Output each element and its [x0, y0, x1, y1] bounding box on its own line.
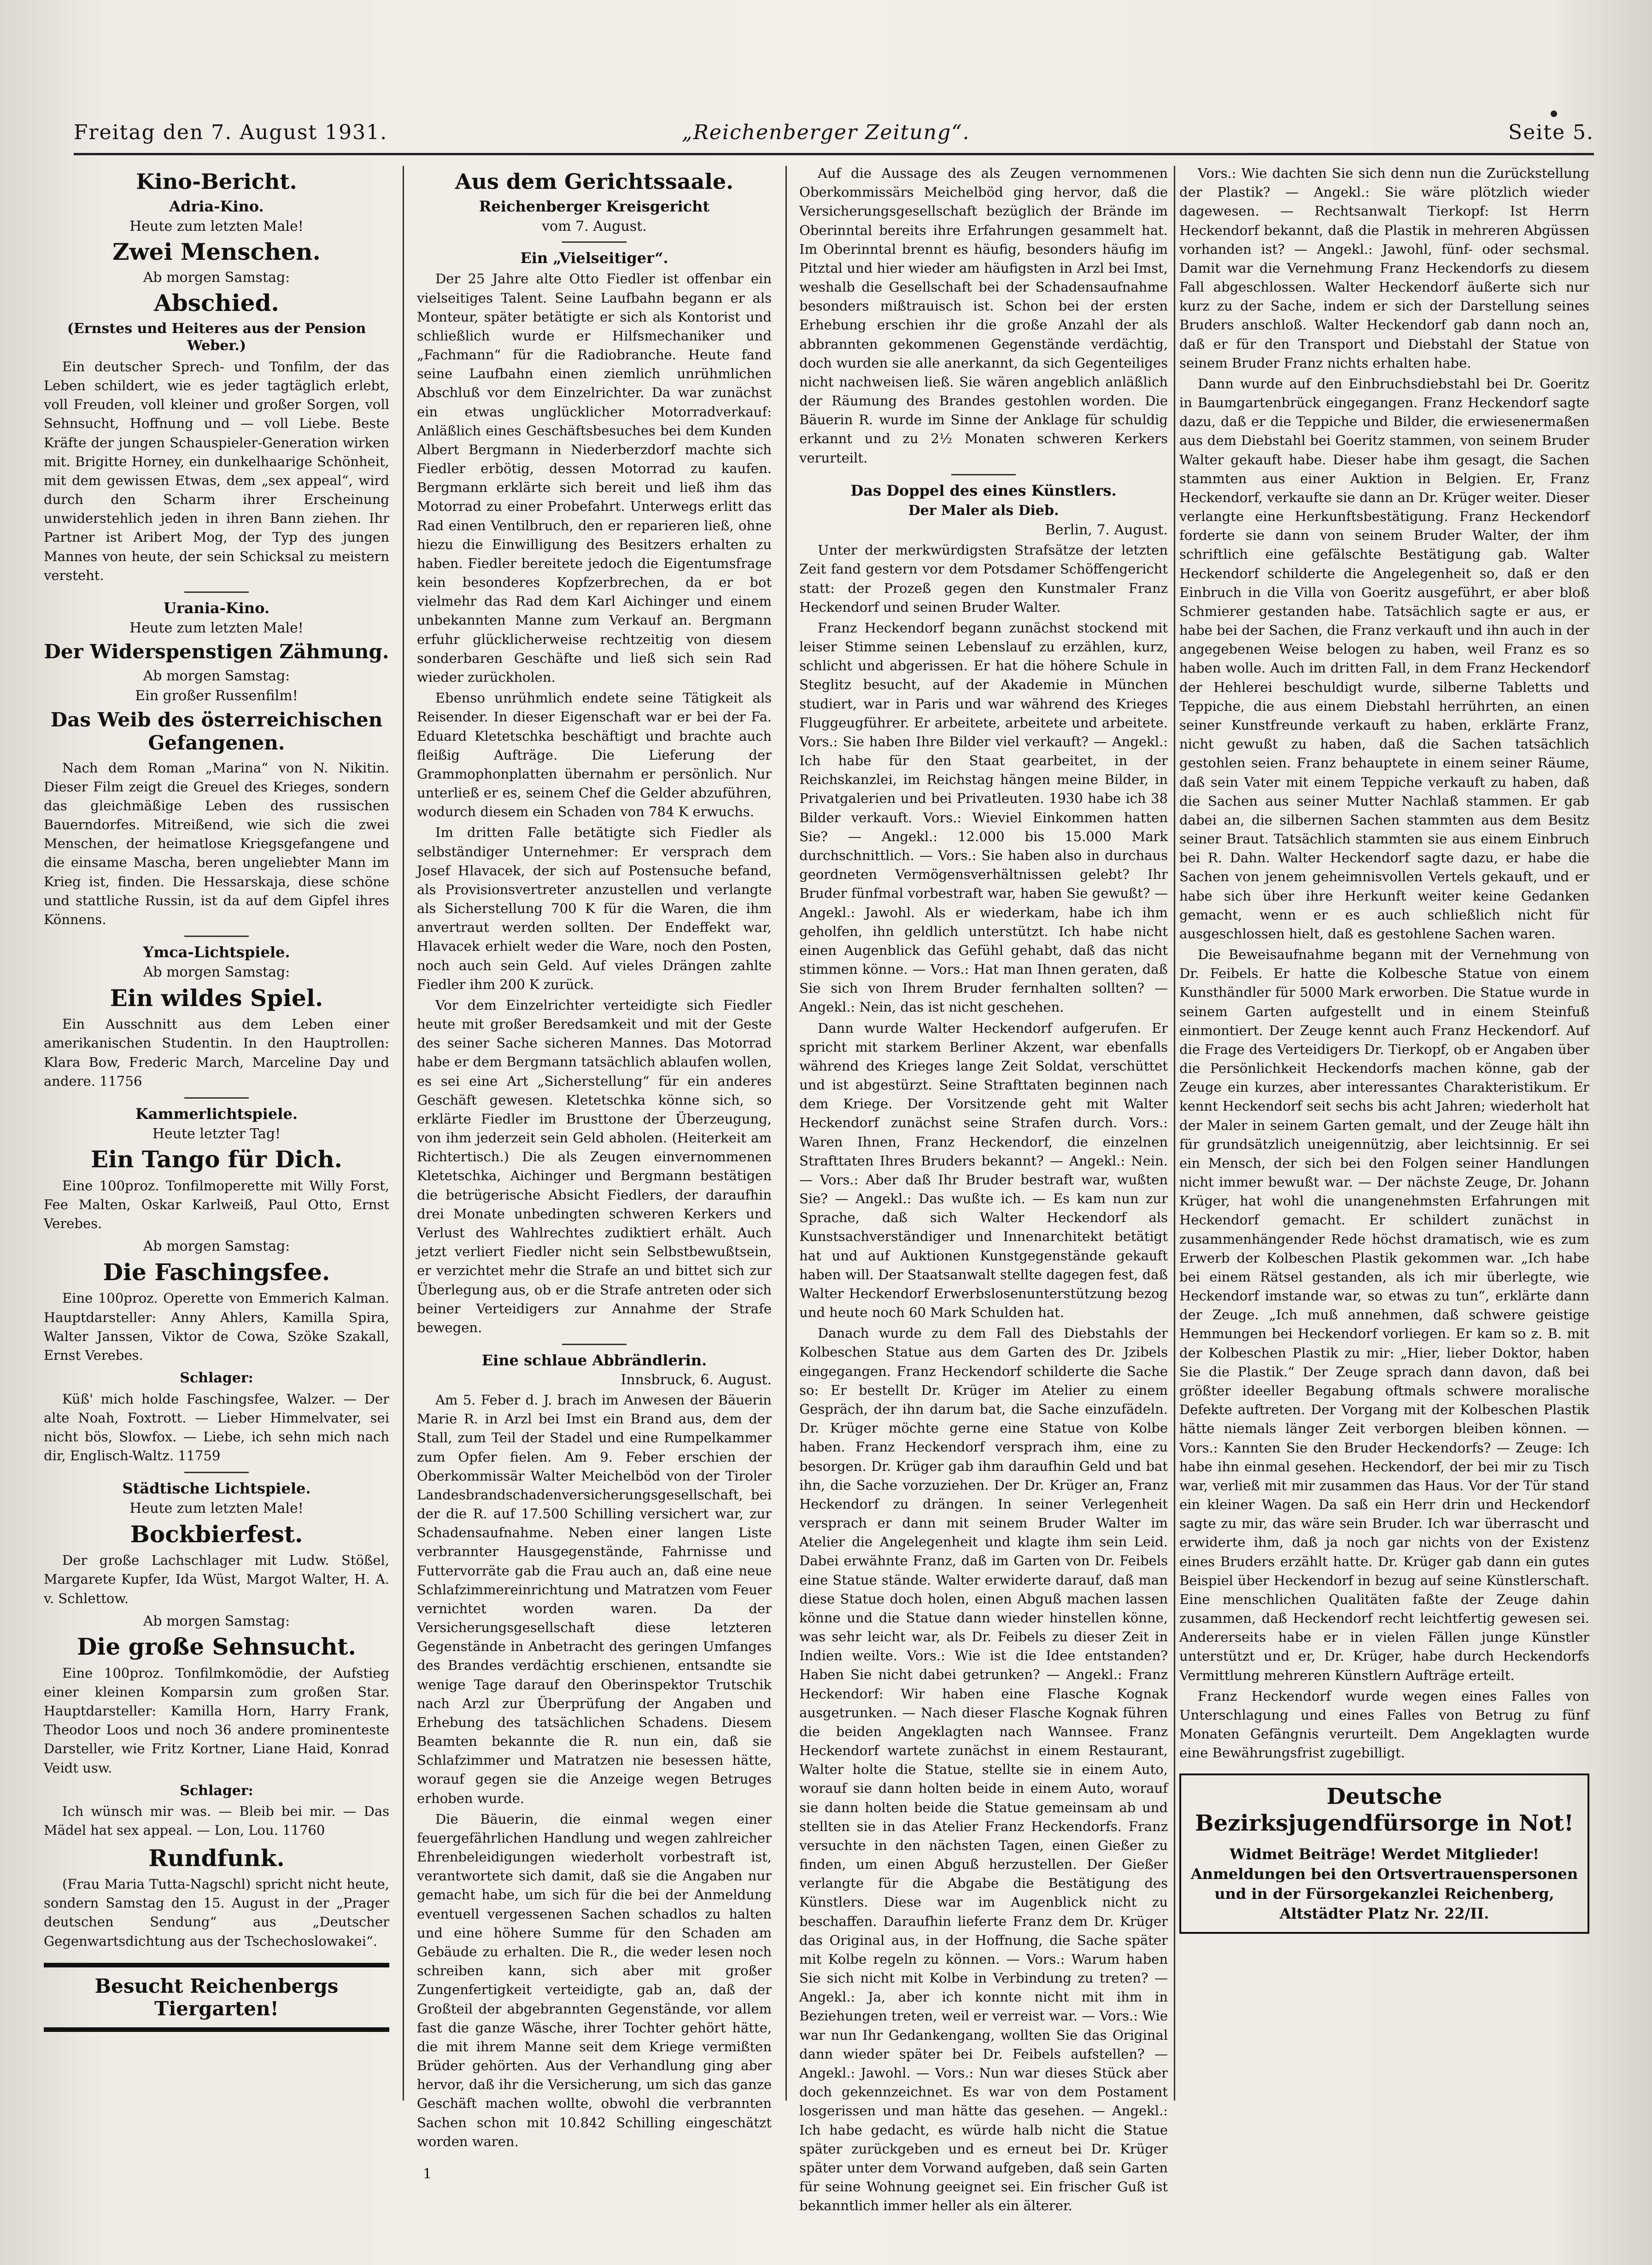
article-body	[1179, 164, 1589, 1762]
paragraph: Dann wurde Walter Heckendorf aufgerufen. Er spricht mit starkem Berliner Akzent, war ebenfalls während des Krieges lange Zeit Soldat, verschüttet und ist abgestürzt. Seine Strafttaten beginnen nach dem Kriege. Der Vorsitzende geht mit Walter Heckendorf zunächst seine Strafen durch. Vors.: Waren Ihnen, Franz Heckendorf, die einzelnen Strafttaten Ihres Bruders bekannt? — Angekl.: Nein. — Vors.: Aber daß Ihr Bruder bestraft war, wußten Sie? — Angekl.: Das wußte ich. — Es kam nun zur Sprache, daß sich Walter Heckendorf als Kunstsachverständiger und Innenarchitekt betätigt hat und auf Auktionen Kunstgegenstände gekauft haben will. Der Staatsanwalt stellte dagegen fest, daß Walter Heckendorf Erwerbslosenunterstützung bezog und heute noch 60 Mark Schulden hat.	[799, 1020, 1168, 1321]
film-title: Ein Tango für Dich.	[91, 1146, 342, 1173]
paragraph: Auf die Aussage des als Zeugen vernommenen Oberkommissärs Meichelböd ging hervor, daß die Versicherungsgesellschaft bezüglich der Brände im Oberinntal bereits ihre Erfahrungen gesammelt hat. Im Oberinntal brennt es häufig, besonders häufig im Pitztal und hier wieder am häufigsten in Arzl bei Imst, weshalb die Gesellschaft bei der Schadensaufnahme besonders mißtrauisch ist. Schon bei der ersten Erhebung erschien ihr die große Anzahl der als abbrannten gekommenen Gegenstände verdächtig, doch wurden sie alle anerkannt, da sich Gegenteiliges nicht nachweisen ließ. Sie wären angeblich anläßlich der Räumung des Brandes gestohlen worden. Die Bäuerin R. wurde im Sinne der Anklage für schuldig erkannt und zu 2½ Monaten schweren Kerkers verurteilt.	[799, 165, 1168, 466]
article-dateline: Innsbruck, 6. August.	[621, 1372, 772, 1388]
court-date: vom 7. August.	[542, 218, 647, 234]
ad-number: 11759	[178, 1448, 221, 1464]
film-songs	[44, 1390, 389, 1466]
article-title: Ein „Vielseitiger“.	[520, 249, 668, 267]
film-description	[44, 357, 389, 585]
paragraph: Die Bäuerin, die einmal wegen einer feuergefährlichen Handlung und wegen zahlreicher Ehrenbeleidigungen wiederholt vorbestraft ist, verantwortete sich damit, daß sie die Angaben nur gemacht habe, um sich für die bei der Anmeldung eventuell vergessenen Sachen schadlos zu halten und eine höhere Summe für den Schaden am Gebäude zu erhalten. Die R., die weder lesen noch schreiben kann, sich aber mit großer Zungenfertigkeit verteidigte, gab an, daß der Großteil der abgebrannten Gegenstände, vor allem fast die ganze Wäsche, ihrer Tochter gehört hätte, die mit ihrem Manne seit dem Kriege vermißten Brüder gehörten. Aus der Verhandlung ging aber hervor, daß ihr die Versicherung, um sich das ganze Geschäft machen wollte, obwohl die verbrannten Sachen schon mit 10.842 Schilling eingeschätzt worden waren.	[417, 1811, 772, 2149]
page-header	[74, 121, 1594, 155]
notice-text: Widmet Beiträge! Werdet Mitglieder! Anmeldungen bei den Ortsvertrauenspersonen und in der Fürsorgekanzlei Reichenberg, Altstädter Platz Nr. 22/II.	[1190, 1845, 1578, 1923]
film-title: Zwei Menschen.	[112, 238, 321, 266]
paragraph: Am 5. Feber d. J. brach im Anwesen der Bäuerin Marie R. in Arzl bei Imst ein Brand aus, dem der Stall, zum Teil der Stadel und eine Rumpelkammer zum Opfer fielen. Am 9. Feber erschien der Oberkommissär Walter Meichelböd von der Tiroler Landesbrandschadenversicherungsgesellschaft, bei der die R. auf 17.500 Schilling versichert war, zur Schadensaufnahme. Neben einer langen Liste verbrannter Hausgegenstände, Fahrnisse und Futtervorräte gab die Frau auch an, daß eine neue Schlafzimmereinrichtung und Matratzen vom Feuer vernichtet worden waren. Da der Versicherungsgesellschaft diese letzteren Gegenstände in Anbetracht des geringen Umfanges des Brandes verdächtig erschienen, entsandte sie wenige Tage darauf den Oberinspektor Trutschik nach Arzl zur Überprüfung der Angaben und Erhebung des tatsächlichen Schadens. Diesem Beamten bekannte die R. nun ein, daß sie Schlafzimmer und Matratzen nie besessen hätte, worauf gegen sie die Anzeige wegen Betruges erhoben wurde.	[417, 1392, 772, 1806]
paragraph: Die Beweisaufnahme begann mit der Vernehmung von Dr. Feibels. Er hatte die Kolbesche Statue von einem Kunsthändler für 5000 Mark erworben. Die Statue wurde in seinem Garten aufgestellt und in einem Steinfuß einmontiert. Der Zeuge kennt auch Franz Heckendorf. Auf die Frage des Verteidigers Dr. Tierkopf, ob er Angaben über die Persönlichkeit Heckendorfs machen könne, gab der Zeuge ein kurzes, aber interessantes Charakteristikum. Er kennt Heckendorf seit sechs bis acht Jahren; wiederholt hat der Maler in seinem Garten gemalt, und der Zeuge hält ihn für grundsätzlich uneigennützig, aber leichtsinnig. Er sei ein Mensch, der sich bei den Folgen seiner Handlungen nicht immer bewußt war. — Der nächste Zeuge, Dr. Johann Krüger, hat wohl die unangenehmsten Erfahrungen mit Heckendorf gemacht. Er schildert zunächst in zusammenhängender Rede höchst dramatisch, wie es zum Erwerb der Kolbeschen Plastik gekommen war. „Ich habe bei einem Rätsel gestanden, als ich mir überlegte, wie Heckendorf imstande war, so etwas zu tun“, erklärte dann der Zeuge. „Ich muß annehmen, daß schwere geistige Hemmungen bei Heckendorf vorliegen. Er kam so z. B. mit der Kolbeschen Plastik zu mir: „Hier, lieber Doktor, haben Sie die Plastik.“ Der Zeuge sprach dann davon, daß bei größter ideeller Begabung oftmals schwere moralische Defekte auftreten. Der Vorgang mit der Kolbeschen Plastik hätte niemals länger Zeit verborgen bleiben können. — Vors.: Kannten Sie den Bruder Heckendorfs? — Zeuge: Ich habe ihn einmal gesehen. Heckendorf, der bei mir zu Tisch war, verließ mit mir zusammen das Haus. Vor der Tür stand ein kleiner Wagen. Da saß ein Herr drin und Heckendorf sagte zu mir, das wäre sein Bruder. Ich war überrascht und erwiderte ihm, daß ja noch gar nichts von der Existenz eines Bruders erzählt hatte. Dr. Krüger gab dann ein gutes Beispiel über Heckendorf in bezug auf seine Künstlerschaft. Eine menschlichen Qualitäten faßte der Zeuge dahin zusammen, daß Heckendorf recht leichtfertig gewesen sei. Andererseits habe er in vielen Fällen junge Künstler unterstützt und er, Dr. Krüger, habe durch Heckendorfs Vermittlung mehreren Künstlern Aufträge erteilt.	[1179, 947, 1589, 1683]
film-title: Die Faschingsfee.	[103, 1258, 330, 1286]
paragraph	[44, 1390, 389, 1466]
paragraph: Ebenso unrühmlich endete seine Tätigkeit als Reisender. In dieser Eigenschaft war er bei der Fa. Eduard Kletetschka beschäftigt und brachte auch fleißig Aufträge. Die Lieferung der Grammophonplatten übernahm er persönlich. Nur unterließ er es, seinem Chef die Gelder abzuführen, wodurch diesem ein Schaden von 784 K erwuchs.	[417, 690, 772, 820]
film-title: Die große Sehnsucht.	[77, 1633, 356, 1661]
rundfunk-text	[44, 1875, 389, 1951]
article-title: Eine schlaue Abbrändlerin.	[481, 1352, 707, 1370]
text: Küß' mich holde Faschingsfee, Walzer. — Der alte Noah, Foxtrott. — Lieber Himmelvater, sei nicht bös, Slowfox. — Liebe, ich sehn mich nach dir, Englisch-Waltz.	[44, 1391, 389, 1464]
column-court	[417, 161, 772, 2149]
film-title: Abschied.	[154, 289, 279, 317]
film-songs	[44, 1802, 389, 1840]
paragraph: Ein deutscher Sprech- und Tonfilm, der das Leben schildert, wie es jeder tagtäglich erlebt, voll Freuden, voll kleiner und großer Sorgen, voll Sehnsucht, Hoffnung und — voll Liebe. Beste Kräfte der jungen Schauspieler-Generation wirken mit. Brigitte Horney, ein dunkelhaarige Schönheit, mit dem gewissen Etwas, dem „sex appeal“, wird durch den Scharm ihrer Erscheinung unwiderstehlich jeden in ihren Bann ziehen. Ihr Partner ist Aribert Mog, der Typ des jungen Mannes von heute, der sein Schicksal zu meistern versteht.	[44, 358, 389, 583]
film-title: Das Weib des österreichischen Gefangenen.	[50, 708, 383, 755]
cinema-from: Ab morgen Samstag:	[143, 1613, 290, 1629]
film-description	[44, 759, 389, 930]
text: Ich wünsch mir was. — Bleib bei mir. — Das Mädel hat sex appeal. — Lon, Lou.	[44, 1803, 389, 1838]
paragraph: Nach dem Roman „Marina“ von N. Nikitin. Dieser Film zeigt die Greuel des Krieges, sondern das gleichmäßige Leben des russischen Bauerndorfes. Mitreißend, wie sich die zwei Menschen, der heimatlose Kriegsgefangene und die einsame Mascha, beren ungeliebter Mann im Krieg ist, finden. Die Hessarskaja, diese schöne und stattliche Russin, ist da auf dem Gipfel ihres Könnens.	[44, 760, 389, 927]
paragraph: Vors.: Wie dachten Sie sich denn nun die Zurückstellung der Plastik? — Angekl.: Sie wäre plötzlich wieder dagewesen. — Rechtsanwalt Tierkopf: Ist Herrn Heckendorf bekannt, daß die Plastik in mehreren Abgüssen vorhanden ist? — Angekl.: Jawohl, fünf- oder sechsmal. Damit war die Vernehmung Franz Heckendorfs zu diesem Fall abgeschlossen. Walter Heckendorf äußerte sich nur kurz zu der Sache, indem er sich der Darstellung seines Bruders anschloß. Walter Heckendorf gab dann noch an, daß er für den Transport und Diebstahl der Statue von seinem Bruder Franz nichts erhalten habe.	[1179, 165, 1589, 371]
paragraph: Franz Heckendorf wurde wegen eines Falles von Unterschlagung und eines Falles von Betrug zu fünf Monaten Gefängnis verurteilt. Dem Angeklagten wurde eine Bewährungsfrist zugebilligt.	[1179, 1688, 1589, 1761]
film-title: Der Widerspenstigen Zähmung.	[44, 640, 389, 663]
paragraph: (Frau Maria Tutta-Nagschl) spricht nicht heute, sondern Samstag den 15. August in der „Prager deutschen Sendung“ aus „Deutscher Gegenwartsdichtung aus der Tschechoslowakei“.	[44, 1876, 389, 1949]
cinema-from: Ab morgen Samstag:	[143, 269, 290, 286]
footer-mark: 1	[423, 2166, 432, 2182]
divider	[184, 1472, 249, 1473]
section-heading-court: Aus dem Gerichtssaale.	[455, 169, 734, 194]
divider	[184, 1097, 249, 1099]
divider	[562, 241, 627, 243]
section-heading-rundfunk: Rundfunk.	[148, 1844, 285, 1872]
paragraph: Eine 100proz. Tonfilmoperette mit Willy Forst, Fee Malten, Oskar Karlweiß, Paul Otto, Ernst Verebes.	[44, 1177, 389, 1232]
cinema-today: Heute zum letzten Male!	[129, 218, 304, 234]
paragraph: Danach wurde zu dem Fall des Diebstahls der Kolbeschen Statue aus dem Garten des Dr. Jzibels eingegangen. Franz Heckendorf schilderte die Sache so: Er bestellt Dr. Krüger im Atelier zu einem Gespräch, der ihn darum bat, die Sache einzufädeln. Dr. Krüger möchte gerne eine Statue von Kolbe haben. Franz Heckendorf versprach ihm, eine zu besorgen. Dr. Krüger gab ihm daraufhin Geld und bat ihn, die Sache vorzuziehen. Der Dr. Krüger an, Franz Heckendorf zu drängen. In seiner Verlegenheit versprach er dann mit seinem Bruder Walter im Atelier die Angelegenheit und klagte ihm sein Leid. Dabei erwähnte Franz, daß im Garten von Dr. Feibels eine Statue stände. Walter erwiderte darauf, daß man diese Statue doch holen, einen Abguß machen lassen könne und die Statue dann wieder hinstellen könne, was sehr leicht war, als Dr. Feibels zu dieser Zeit in Indien weilte. Vors.: Wie ist die Idee entstanden? Haben Sie nicht dabei getrunken? — Angekl.: Franz Heckendorf: Wir haben eine Flasche Kognak ausgetrunken. — Nach dieser Flasche Kognak führen die beiden Angeklagten nach Wannsee. Franz Heckendorf wartete zunächst in einem Restaurant, Walter holte die Statue, stellte sie in einem Auto, worauf sie dann holten beide in einem Auto, worauf sie dann holten beide die Statue gemeinsam ab und stellten sie in das Atelier Franz Heckendorfs. Franz versuchte in den nächsten Tagen, einen Gießer zu finden, um einen Abguß herzustellen. Der Gießer verlangte für die Abgabe die Bestätigung des Künstlers. Diese war im Augenblick nicht zu beschaffen. Daraufhin lieferte Franz dem Dr. Krüger das Original aus, in der Hoffnung, die Sache später mit Kolbe regeln zu können. — Vors.: Warum haben Sie sich nicht mit Kolbe in Verbindung zu treten? — Angekl.: Ja, aber ich konnte nicht mit ihm in Beziehungen treten, weil er verreist war. — Vors.: Wie war nun Ihr Gedankengang, wollten Sie das Original dann wieder später bei Dr. Feibels aufstellen? — Angekl.: Jawohl. — Vors.: Nun war dieses Stück aber doch gekennzeichnet. Es war von dem Postament losgerissen und man hätte das gesehen. — Angekl.: Ich habe gedacht, es würde halb nicht die Statue später zurückgeben und es erneut bei Dr. Krüger später unter dem Vorwand aufgeben, daß sein Garten für seine Wohnung geeignet sei. Ein frischer Guß ist bekanntlich immer heller als ein älterer.	[799, 1325, 1168, 2214]
ad-number: 11756	[100, 1073, 142, 1089]
header-newspaper-title: „Reichenberger Zeitung“.	[682, 121, 970, 144]
cinema-from: Ab morgen Samstag:	[143, 964, 290, 981]
paragraph: Eine 100proz. Tonfilmkomödie, der Aufstieg einer kleinen Komparsin zum großen Star. Hauptdarsteller: Kamilla Horn, Harry Frank, Theodor Loos und noch 36 andere prominenteste Darsteller, wie Fritz Kortner, Liane Haid, Konrad Veidt usw.	[44, 1665, 389, 1776]
article-body	[417, 1391, 772, 2151]
film-description	[44, 1664, 389, 1778]
film-title: Bockbierfest.	[130, 1520, 303, 1548]
cinema-name-staedt: Städtische Lichtspiele.	[122, 1480, 311, 1498]
notice-title: Deutsche Bezirksjugendfürsorge in Not!	[1195, 1784, 1574, 1837]
cinema-name-urania: Urania-Kino.	[163, 599, 270, 617]
paragraph: Eine 100proz. Operette von Emmerich Kalman. Hauptdarsteller: Anny Ahlers, Kamilla Spira, Walter Janssen, Viktor de Cowa, Szöke Szakall, Ernst Verebes.	[44, 1290, 389, 1363]
divider	[184, 591, 249, 593]
cinema-today: Heute zum letzten Male!	[129, 620, 304, 636]
film-note: Ein großer Russenfilm!	[135, 688, 298, 704]
film-note: (Ernstes und Heiteres aus der Pension Weber.)	[67, 320, 366, 354]
film-description	[44, 1551, 389, 1608]
section-heading-kino: Kino-Bericht.	[136, 169, 297, 194]
divider	[562, 1344, 627, 1345]
article-title: Das Doppel des eines Künstlers.	[850, 481, 1117, 499]
paragraph: Unter der merkwürdigsten Strafsätze der letzten Zeit fand gestern vor dem Potsdamer Schöffengericht statt: der Prozeß gegen den Kunstmaler Franz Heckendorf und seinen Bruder Walter.	[799, 542, 1168, 615]
article-body	[799, 164, 1168, 468]
article-subtitle: Der Maler als Dieb.	[908, 502, 1059, 519]
paragraph: Franz Heckendorf begann zunächst stockend mit leiser Stimme seinen Lebenslauf zu erzählen, kurz, schlicht und abgerissen. Er hat die höhere Schule in Steglitz besucht, auf der Akademie in München studiert, war in Paris und war während des Krieges Fluggeugführer. Er arbeitete, arbeitete und arbeitete. Vors.: Sie haben Ihre Bilder viel verkauft? — Angekl.: Ich habe für den Staat gearbeitet, in der Reichskanzlei, im Reichstag hängen meine Bilder, in Privatgalerien und bei Privatleuten. 1930 habe ich 38 Bilder verkauft. Vors.: Wieviel Einkommen hatten Sie? — Angekl.: 12.000 bis 15.000 Mark durchschnittlich. — Vors.: Sie haben also in durchaus geordneten Vermögensverhältnissen gelebt? Ihr Bruder fünfmal vorbestraft war, haben Sie gewußt? — Angekl.: Jawohl. Als er wiederkam, habe ich ihm geholfen, ihn geldlich unterstützt. Ich habe nicht einen Augenblick das Gefühl gehabt, daß das nicht stimmen könne. — Vors.: Hat man Ihnen geraten, daß Sie sich von Ihrem Bruder fernhalten sollten? — Angekl.: Nein, das ist nicht geschehen.	[799, 620, 1168, 1015]
paragraph: Im dritten Falle betätigte sich Fiedler als selbständiger Unternehmer: Er versprach dem Josef Hlavacek, der sich auf Postensuche befand, als Provisionsvertreter anzustellen und verlangte als Sicherstellung 700 K für die Waren, die ihm anvertraut werden sollten. Der Endeffekt war, Hlavacek erhielt weder die Ware, noch den Posten, noch auch sein Geld. Auf vieles Drängen zahlte Fiedler ihm 200 K zurück.	[417, 825, 772, 992]
cinema-today: Heute zum letzten Male!	[129, 1500, 304, 1517]
paragraph: Der große Lachschlager mit Ludw. Stößel, Margarete Kupfer, Ida Wüst, Margot Walter, H. A. v. Schlettow.	[44, 1552, 389, 1606]
column-articles	[799, 161, 1168, 2214]
column-rule	[785, 166, 787, 2101]
article-body	[799, 541, 1168, 2215]
youth-welfare-notice	[1179, 1773, 1589, 1934]
divider	[184, 936, 249, 937]
cinema-from: Ab morgen Samstag:	[143, 1238, 290, 1255]
cinema-name-ymca: Ymca-Lichtspiele.	[143, 943, 290, 961]
paragraph: Vor dem Einzelrichter verteidigte sich Fiedler heute mit großer Beredsamkeit und mit der Geste des seiner Sache sicheren Mannes. Das Motorrad habe er dem Bergmann tatsächlich ablaufen wollen, es sei eine Art „Sicherstellung“ für ein anderes Geschäft gewesen. Kletetschka könne sich, so erklärte Fiedler im Brusttone der Überzeugung, von ihm jederzeit sein Geld abholen. (Heiterkeit am Richtertisch.) Die als Zeugen einvernommenen Kletetschka, Aichinger und Bergmann bestätigen die betrügerische Absicht Fiedlers, der daraufhin drei Monate unbedingten schweren Kerkers und Verlust des Wahlrechtes zudiktiert erhält. Auch jetzt verliert Fiedler nicht sein Selbstbewußtsein, er verzichtet mehr die Strafe an und bittet sich zur Überlegung aus, ob er die Strafe antreten oder sich beiner Verteidigers zur Annahme der Strafe bewegen.	[417, 997, 772, 1335]
film-description	[44, 1176, 389, 1234]
paragraph: Dann wurde auf den Einbruchsdiebstahl bei Dr. Goeritz in Baumgartenbrück eingegangen. Franz Heckendorf sagte dazu, daß er die Teppiche und Bilder, die erwiesenermaßen aus dem Diebstahl bei Goeritz stammen, von seinem Bruder Walter gekauft habe. Dieser habe ihm gesagt, die Sachen stammten aus einer Auktion in Belgien. Er, Franz Heckendorf, verkaufte sie dann an Dr. Krüger weiter. Dieser verlangte eine Herkunftsbestätigung. Franz Heckendorf forderte sie dann von seinem Bruder Walter, der ihm schriftlich eine gefälschte Bestätigung gab. Walter Heckendorf schilderte die Angelegenheit so, daß er den Einbruch in die Villa von Goeritz ausgeführt, er aber bloß Schmierer gestanden habe. Tatsächlich sagte er aus, er habe bei der Sachen, die Franz verkauft und ihn auch in der angegebenen Weise belogen zu haben, weil Franz es so haben wolle. Auch im dritten Fall, in dem Franz Heckendorf der Hehlerei beschuldigt wurde, silberne Tabletts und Teppiche, die aus einem Diebstahl herrührten, an einen seiner Kunstfreunde verkauft zu haben, erklärte Franz, nicht gewußt zu haben, daß die Sachen tatsächlich gestohlen seien. Franz behauptete in einem seiner Räume, daß sein Vater mit einem Teppiche verkauft zu haben, daß die Sachen aus seiner Mutter Nachlaß stammen. Er gab dabei an, die silbernen Sachen stammten aus dem Besitz seiner Braut. Tatsächlich stammten sie aus einem Einbruch bei R. Dahn. Walter Heckendorf sagte dazu, er habe die Sachen von jenem geheimnisvollen Vertels gekauft, und er habe sich über ihre Herkunft weiter keine Gedanken gemacht, wenn er es auch schließlich nicht für ausgeschlossen hielt, daß es gestohlene Sachen waren.	[1179, 375, 1589, 942]
ink-dot	[1551, 111, 1557, 117]
cinema-today: Heute letzter Tag!	[152, 1125, 281, 1142]
article-body	[417, 269, 772, 1337]
divider	[951, 474, 1016, 475]
cinema-name-kammer: Kammerlichtspiele.	[135, 1105, 298, 1123]
court-name: Reichenberger Kreisgericht	[479, 197, 710, 215]
paragraph: Der 25 Jahre alte Otto Fiedler ist offenbar ein vielseitiges Talent. Seine Laufbahn begann er als Monteur, später betätigte er sich als Kontorist und schließlich wurde er Hilfsmechaniker und „Fachmann“ für die Radiobranche. Heute fand seine Laufbahn einen ziemlich unrühmlichen Abschluß vor dem Einzelrichter. Da war zunächst ein etwas unglücklicher Motorradverkauf: Anläßlich eines Geschäftsbesuches bei dem Kunden Albert Bergmann in Niederberzdorf machte sich Fiedler erbötig, dessen Motorrad zu kaufen. Bergmann erklärte sich bereit und ließ ihm das Motorrad zu einer Probefahrt. Unterwegs erlitt das Rad einen Ventilbruch, den er reparieren ließ, ohne hiezu die Einwilligung des Besitzers erhalten zu haben. Fiedler bereitete jedoch die Eigentumsfrage kein besonderes Kopfzerbrechen, da er bot vielmehr das Rad dem Karl Aichinger und einem unbekannten Manne zum Verkauf an. Bergmann erfuhr glücklicherweise rechtzeitig von diesem sonderbaren Geschäfte und ließ sich sein Rad wieder zurückholen.	[417, 271, 772, 685]
column-rule	[403, 166, 404, 2101]
column-rule	[1174, 166, 1175, 2101]
film-title: Ein wildes Spiel.	[110, 984, 323, 1012]
schlager-label: Schlager:	[180, 1782, 253, 1799]
film-description	[44, 1289, 389, 1365]
schlager-label: Schlager:	[180, 1370, 253, 1387]
film-description	[44, 1015, 389, 1091]
ad-number: 11760	[282, 1822, 325, 1838]
header-date: Freitag den 7. August 1931.	[74, 121, 388, 144]
paragraph	[44, 1015, 389, 1091]
cinema-name-adria: Adria-Kino.	[169, 197, 264, 215]
column-cinema	[44, 161, 389, 2110]
header-page-number: Seite 5.	[1508, 121, 1594, 144]
column-articles-continued	[1179, 161, 1589, 2110]
paragraph	[44, 1802, 389, 1840]
tiergarten-ad: Besucht Reichenbergs Tiergarten!	[44, 1963, 389, 2032]
cinema-from: Ab morgen Samstag:	[143, 667, 290, 684]
text: Ein Ausschnitt aus dem Leben einer amerikanischen Studentin. In den Hauptrollen: Klara Bow, Frederic March, Marceline Day und andere.	[44, 1016, 389, 1089]
article-dateline: Berlin, 7. August.	[1045, 522, 1168, 538]
